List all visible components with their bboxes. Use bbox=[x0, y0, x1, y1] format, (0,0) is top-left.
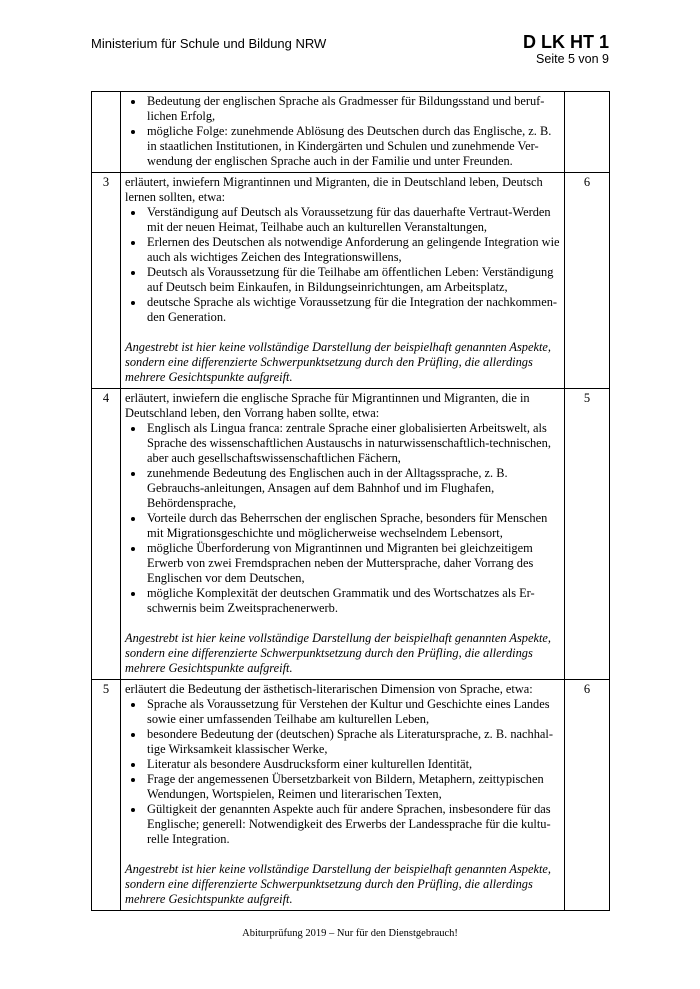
list-item: • Bedeutung der englischen Sprache als Gradmesser für Bildungsstand und beruf-lichen Erfolg, bbox=[145, 94, 560, 124]
requirement-intro: erläutert, inwiefern die englische Sprache für Migrantinnen und Migranten, die in Deutschland leben, den Vorrang haben sollte, etwa: bbox=[125, 391, 530, 420]
assessment-note: Angestrebt ist hier keine vollständige Darstellung der beispielhaft genannten Aspekte, sondern eine differenzierte Schwerpunktsetzung durch den Prüfling, die allerdings mehrere Gesichtspunkte aufgreift. bbox=[125, 340, 552, 384]
list-item: • mögliche Komplexität der deutschen Grammatik und des Wortschatzes als Er-schwernis beim Zweitsprachenerwerb. bbox=[145, 586, 560, 616]
aspect-list bbox=[125, 421, 560, 616]
task-number bbox=[92, 92, 121, 173]
list-item: • besondere Bedeutung der (deutschen) Sprache als Literatursprache, z. B. nachhal-tige Wirksamkeit klassischer Werke, bbox=[145, 727, 560, 757]
table-row bbox=[92, 389, 610, 680]
list-item: • Deutsch als Voraussetzung für die Teilhabe am öffentlichen Leben: Verständigung auf Deutsch beim Einkaufen, in Bildungseinrichtungen, am Arbeitsplatz, bbox=[145, 265, 560, 295]
requirement-cell bbox=[121, 680, 565, 911]
list-item: • deutsche Sprache als wichtige Voraussetzung für die Integration der nachkommen-den Generation. bbox=[145, 295, 560, 325]
list-item: • zunehmende Bedeutung des Englischen auch in der Alltagssprache, z. B. Gebrauchs-anleitungen, Ansagen auf dem Bahnhof und im Flughafen, Behördensprache, bbox=[145, 466, 560, 511]
requirement-cell bbox=[121, 92, 565, 173]
requirement-intro: erläutert, inwiefern Migrantinnen und Migranten, die in Deutschland leben, Deutsch lernen sollten, etwa: bbox=[125, 175, 543, 204]
list-item: • Sprache als Voraussetzung für Verstehen der Kultur und Geschichte eines Landes sowie einer umfassenden Teilhabe am kulturellen Leben, bbox=[145, 697, 560, 727]
list-item: • Gültigkeit der genannten Aspekte auch für andere Sprachen, insbesondere für das Englische; generell: Notwendigkeit des Erwerbs der Landessprache für die kultu-relle Integration. bbox=[145, 802, 560, 847]
list-item: • Erlernen des Deutschen als notwendige Anforderung an gelingende Integration wie auch als wichtiges Zeichen des Integrationswillens, bbox=[145, 235, 560, 265]
footer-note: Abiturprüfung 2019 – Nur für den Dienstgebrauch! bbox=[242, 928, 458, 939]
assessment-note: Angestrebt ist hier keine vollständige Darstellung der beispielhaft genannten Aspekte, sondern eine differenzierte Schwerpunktsetzung durch den Prüfling, die allerdings mehrere Gesichtspunkte aufgreift. bbox=[125, 631, 552, 675]
list-item: • mögliche Überforderung von Migrantinnen und Migranten bei gleichzeitigem Erwerb von zwei Fremdsprachen neben der Muttersprache, daher Vorrang des Englischen vor dem Deutschen, bbox=[145, 541, 560, 586]
max-points bbox=[565, 92, 610, 173]
max-points: 5 bbox=[565, 389, 610, 680]
aspect-list bbox=[125, 697, 560, 847]
header-right bbox=[523, 32, 609, 67]
requirement-cell bbox=[121, 389, 565, 680]
task-number: 4 bbox=[92, 389, 121, 680]
requirement-intro: erläutert die Bedeutung der ästhetisch-literarischen Dimension von Sprache, etwa: bbox=[125, 682, 533, 696]
exam-code: D LK HT 1 bbox=[522, 32, 609, 52]
list-item: • Literatur als besondere Ausdrucksform einer kulturellen Identität, bbox=[145, 757, 560, 772]
table-row bbox=[92, 92, 610, 173]
aspect-list bbox=[125, 205, 560, 325]
max-points: 6 bbox=[565, 680, 610, 911]
grading-table-body bbox=[92, 92, 610, 911]
list-item: • mögliche Folge: zunehmende Ablösung des Deutschen durch das Englische, z. B. in staatlichen Institutionen, in Kindergärten und Schulen und zunehmende Ver-wendung der englischen Sprache auch in der Familie und unter Freunden. bbox=[145, 124, 560, 169]
page-number: Seite 5 von 9 bbox=[536, 52, 609, 66]
assessment-note: Angestrebt ist hier keine vollständige Darstellung der beispielhaft genannten Aspekte, sondern eine differenzierte Schwerpunktsetzung durch den Prüfling, die allerdings mehrere Gesichtspunkte aufgreift. bbox=[125, 862, 552, 906]
list-item: • Frage der angemessenen Übersetzbarkeit von Bildern, Metaphern, zeittypischen Wendungen, Wortspielen, Reimen und literarischen Texten, bbox=[145, 772, 560, 802]
table-row bbox=[92, 680, 610, 911]
grading-table bbox=[91, 91, 610, 911]
task-number: 5 bbox=[92, 680, 121, 911]
max-points: 6 bbox=[565, 173, 610, 389]
task-number: 3 bbox=[92, 173, 121, 389]
list-item: • Englisch als Lingua franca: zentrale Sprache einer globalisierten Arbeitswelt, als Sprache des wissenschaftlichen Austauschs in naturwissenschaftlich-technischen, aber auch gesellschaftswissenschaftlichen Fächern, bbox=[145, 421, 560, 466]
list-item: • Vorteile durch das Beherrschen der englischen Sprache, besonders für Menschen mit Migrationsgeschichte und möglicherweise wechselndem Lebensort, bbox=[145, 511, 560, 541]
table-row bbox=[92, 173, 610, 389]
aspect-list bbox=[125, 94, 560, 169]
ministry-name: Ministerium für Schule und Bildung NRW bbox=[91, 36, 327, 51]
list-item: • Verständigung auf Deutsch als Voraussetzung für das dauerhafte Vertraut-Werden mit der neuen Heimat, Teilhabe auch an kulturellen Veranstaltungen, bbox=[145, 205, 560, 235]
requirement-cell bbox=[121, 173, 565, 389]
